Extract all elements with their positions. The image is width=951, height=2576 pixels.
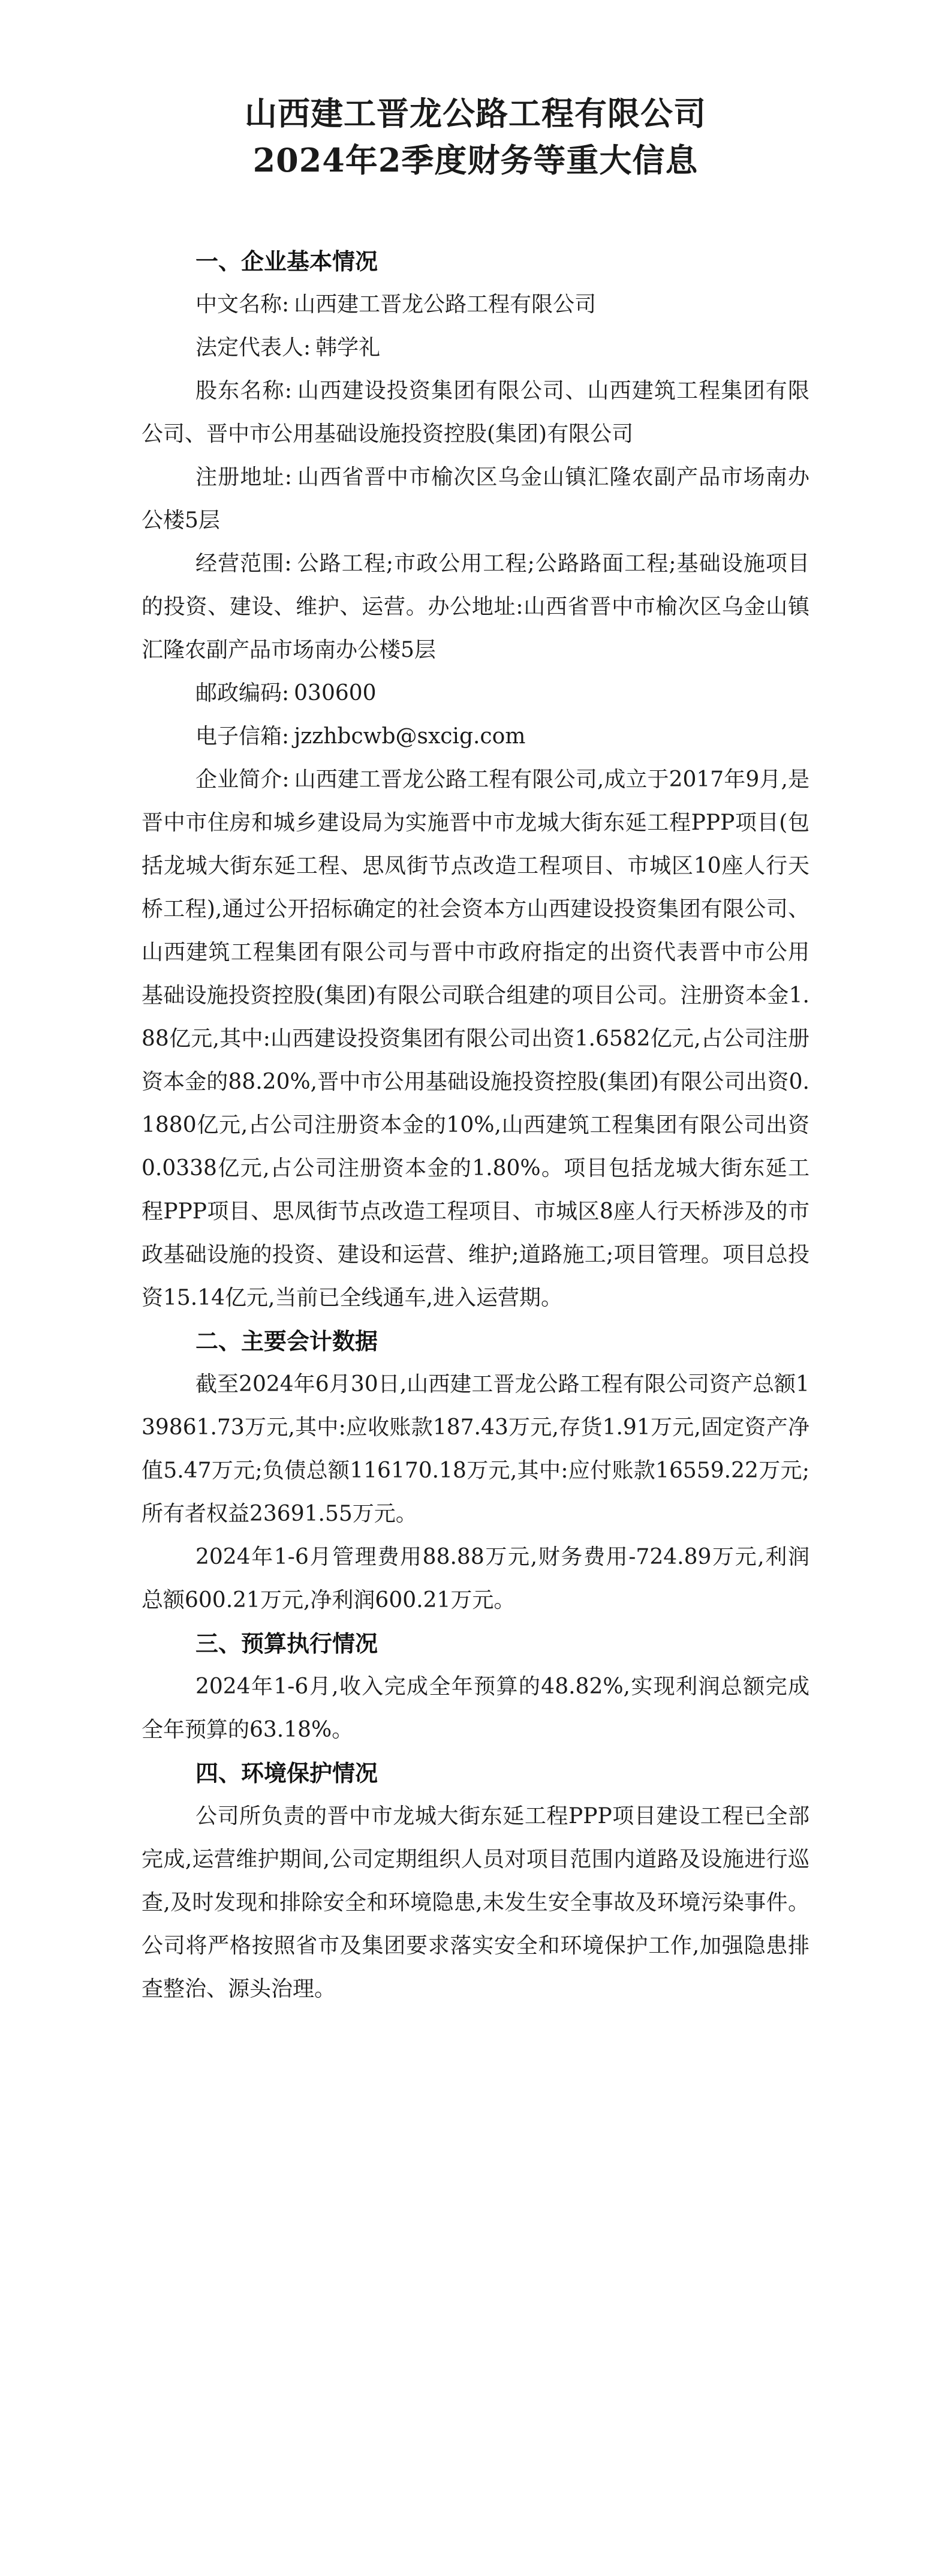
- business-scope-row: [142, 542, 809, 672]
- accounting-income-paragraph: 2024年1-6月管理费用88.88万元,财务费用-724.89万元,利润总额600.21万元,净利润600.21万元。: [142, 1545, 809, 1613]
- section-heading-basic-info: 一、企业基本情况: [195, 248, 378, 275]
- company-intro-label: 企业简介:: [195, 767, 290, 792]
- postcode-label: 邮政编码:: [195, 681, 290, 705]
- budget-paragraph: 2024年1-6月,收入完成全年预算的48.82%,实现利润总额完成全年预算的63.18%。: [142, 1674, 809, 1742]
- document-body: [142, 240, 809, 2011]
- company-intro-row: [142, 758, 809, 1320]
- title-period: 2024年2季度财务等重大信息: [252, 141, 699, 179]
- chinese-name-row: [142, 283, 809, 326]
- section-heading-accounting-data: 二、主要会计数据: [195, 1328, 378, 1355]
- document-title: [0, 90, 951, 184]
- title-company: 山西建工晋龙公路工程有限公司: [245, 94, 706, 133]
- legal-rep-label: 法定代表人:: [195, 335, 311, 360]
- shareholders-label: 股东名称:: [195, 379, 292, 403]
- legal-rep-value: 韩学礼: [315, 335, 381, 360]
- email-label: 电子信箱:: [195, 724, 290, 749]
- postcode-row: [142, 672, 809, 715]
- chinese-name-value: 山西建工晋龙公路工程有限公司: [294, 292, 597, 317]
- company-intro-value: 山西建工晋龙公路工程有限公司,成立于2017年9月,是晋中市住房和城乡建设局为实施晋中市龙城大街东延工程PPP项目(包括龙城大街东延工程、思凤街节点改造工程项目、市城区10座人行天桥工程),通过公开招标确定的社会资本方山西建设投资集团有限公司、山西建筑工程集团有限公司与晋中市政府指定的出资代表晋中市公用基础设施投资控股(集团)有限公司联合组建的项目公司。注册资本金1.88亿元,其中:山西建设投资集团有限公司出资1.6582亿元,占公司注册资本金的88.20%,晋中市公用基础设施投资控股(集团)有限公司出资0.1880亿元,占公司注册资本金的10%,山西建筑工程集团有限公司出资0.0338亿元,占公司注册资本金的1.80%。项目包括龙城大街东延工程PPP项目、思凤街节点改造工程项目、市城区8座人行天桥涉及的市政基础设施的投资、建设和运营、维护;道路施工;项目管理。项目总投资15.14亿元,当前已全线通车,进入运营期。: [142, 767, 809, 1310]
- environment-paragraph: 公司所负责的晋中市龙城大街东延工程PPP项目建设工程已全部完成,运营维护期间,公司定期组织人员对项目范围内道路及设施进行巡查,及时发现和排除安全和环境隐患,未发生安全事故及环境污染事件。公司将严格按照省市及集团要求落实安全和环境保护工作,加强隐患排查整治、源头治理。: [142, 1804, 809, 2001]
- shareholders-value: 山西建设投资集团有限公司、山西建筑工程集团有限公司、晋中市公用基础设施投资控股(集团)有限公司: [142, 379, 809, 446]
- reg-address-row: [142, 456, 809, 542]
- section-heading-environment: 四、环境保护情况: [195, 1760, 378, 1787]
- accounting-balance-paragraph: 截至2024年6月30日,山西建工晋龙公路工程有限公司资产总额139861.73万元,其中:应收账款187.43万元,存货1.91万元,固定资产净值5.47万元;负债总额116170.18万元,其中:应付账款16559.22万元;所有者权益23691.55万元。: [142, 1372, 809, 1526]
- chinese-name-label: 中文名称:: [195, 292, 290, 317]
- business-scope-value: 公路工程;市政公用工程;公路路面工程;基础设施项目的投资、建设、维护、运营。办公地址:山西省晋中市榆次区乌金山镇汇隆农副产品市场南办公楼5层: [142, 551, 809, 662]
- shareholders-row: [142, 370, 809, 456]
- reg-address-label: 注册地址:: [195, 465, 292, 490]
- section-heading-budget: 三、预算执行情况: [195, 1631, 378, 1657]
- legal-rep-row: [142, 326, 809, 370]
- email-value: jzzhbcwb@sxcig.com: [294, 724, 526, 749]
- email-row: [142, 715, 809, 758]
- reg-address-value: 山西省晋中市榆次区乌金山镇汇隆农副产品市场南办公楼5层: [142, 465, 809, 533]
- postcode-value: 030600: [294, 681, 377, 705]
- business-scope-label: 经营范围:: [195, 551, 292, 576]
